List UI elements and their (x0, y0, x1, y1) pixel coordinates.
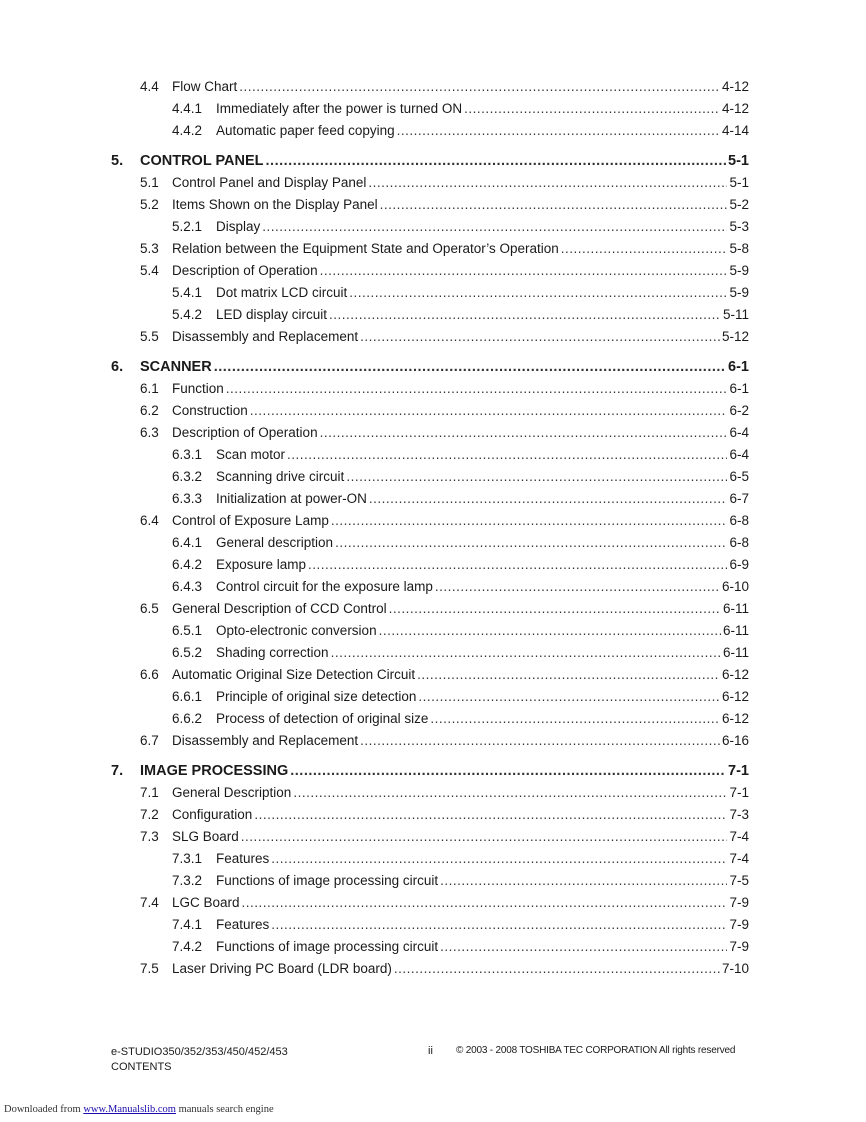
toc-entry-title: Scanning drive circuit (216, 469, 345, 484)
toc-entry (140, 402, 749, 420)
toc-entry-number: 6.6.1 (172, 689, 203, 704)
toc-entry-number: 7.2 (140, 807, 159, 822)
toc-entry-page: 6-16 (721, 733, 749, 748)
toc-entry-number: 6. (111, 359, 124, 375)
toc-dot-leader (214, 358, 726, 376)
toc-entry-title: General Description (172, 785, 292, 800)
toc-entry (140, 894, 749, 912)
toc-entry (140, 262, 749, 280)
toc-entry-page: 6-8 (729, 535, 749, 550)
toc-entry-number: 5.4 (140, 263, 159, 278)
toc-dot-leader (440, 938, 727, 956)
toc-dot-leader (241, 828, 728, 846)
toc-entry-page: 6-2 (729, 403, 749, 418)
toc-dot-leader (226, 380, 728, 398)
toc-entry-title: LGC Board (172, 895, 240, 910)
toc-entry (140, 806, 749, 824)
toc-entry-title: Control Panel and Display Panel (172, 175, 367, 190)
toc-dot-leader (271, 916, 727, 934)
toc-entry-title: Initialization at power-ON (216, 491, 367, 506)
toc-entry (172, 938, 749, 956)
footer-copyright: © 2003 - 2008 TOSHIBA TEC CORPORATION All rights reserved (456, 1045, 736, 1056)
toc-entry (111, 152, 749, 170)
toc-entry (140, 828, 749, 846)
toc-entry-page: 5-1 (729, 175, 749, 190)
toc-entry-number: 6.1 (140, 381, 159, 396)
toc-entry-page: 5-8 (729, 241, 749, 256)
toc-entry (140, 600, 749, 618)
toc-entry-number: 6.2 (140, 403, 159, 418)
toc-entry-title: Laser Driving PC Board (LDR board) (172, 961, 392, 976)
toc-entry-title: CONTROL PANEL (140, 153, 264, 169)
toc-entry-number: 5.3 (140, 241, 159, 256)
toc-entry-page: 6-5 (729, 469, 749, 484)
toc-entry-number: 4.4 (140, 79, 159, 94)
toc-entry (140, 328, 749, 346)
toc-entry (172, 122, 749, 140)
toc-entry (172, 872, 749, 890)
toc-dot-leader (293, 784, 727, 802)
toc-entry-page: 5-9 (729, 285, 749, 300)
toc-dot-leader (329, 306, 721, 324)
toc-entry-page: 6-9 (729, 557, 749, 572)
toc-entry (172, 578, 749, 596)
toc-dot-leader (331, 644, 721, 662)
toc-entry-title: Functions of image processing circuit (216, 873, 439, 888)
toc-dot-leader (250, 402, 728, 420)
footer-section-text: CONTENTS (111, 1061, 172, 1073)
toc-entry-title: Control of Exposure Lamp (172, 513, 329, 528)
toc-entry-title: Disassembly and Replacement (172, 733, 359, 748)
toc-entry-number: 5.5 (140, 329, 159, 344)
toc-dot-leader (435, 578, 720, 596)
toc-entry-title: Automatic paper feed copying (216, 123, 395, 138)
toc-dot-leader (239, 78, 720, 96)
toc-entry-number: 7.3 (140, 829, 159, 844)
toc-entry-page: 5-3 (729, 219, 749, 234)
toc-entry-title: Flow Chart (172, 79, 238, 94)
toc-entry-page: 7-10 (721, 961, 749, 976)
toc-dot-leader (290, 762, 726, 780)
toc-entry-number: 7. (111, 763, 124, 779)
toc-dot-leader (394, 960, 720, 978)
toc-entry-number: 6.4.2 (172, 557, 203, 572)
toc-entry (172, 916, 749, 934)
toc-entry-page: 5-12 (721, 329, 749, 344)
toc-entry-page: 6-12 (721, 667, 749, 682)
toc-entry-page: 6-10 (721, 579, 749, 594)
toc-dot-leader (262, 218, 727, 236)
toc-entry-page: 6-12 (721, 711, 749, 726)
toc-entry-title: Functions of image processing circuit (216, 939, 439, 954)
toc-dot-leader (254, 806, 727, 824)
toc-entry-page: 5-9 (729, 263, 749, 278)
toc-dot-leader (380, 196, 728, 214)
toc-entry-number: 6.7 (140, 733, 159, 748)
toc-entry-title: SLG Board (172, 829, 239, 844)
toc-entry-title: Control circuit for the exposure lamp (216, 579, 433, 594)
toc-entry-page: 6-11 (722, 645, 749, 660)
toc-entry-page: 7-3 (729, 807, 749, 822)
toc-entry-number: 6.5.2 (172, 645, 203, 660)
toc-entry-number: 6.5 (140, 601, 159, 616)
toc-entry-number: 7.3.2 (172, 873, 203, 888)
toc-entry-title: Function (172, 381, 224, 396)
toc-entry (111, 762, 749, 780)
download-notice (4, 1104, 274, 1115)
toc-entry-number: 7.4 (140, 895, 159, 910)
toc-entry (140, 784, 749, 802)
toc-dot-leader (417, 666, 720, 684)
toc-entry-title: IMAGE PROCESSING (140, 763, 289, 779)
toc-entry-number: 5. (111, 153, 124, 169)
footer-model (111, 1045, 288, 1075)
toc-entry-title: Relation between the Equipment State and Operator’s Operation (172, 241, 559, 256)
toc-entry-page: 4-14 (721, 123, 749, 138)
toc-entry (172, 850, 749, 868)
toc-entry-number: 5.4.2 (172, 307, 203, 322)
toc-entry (140, 240, 749, 258)
toc-entry (172, 710, 749, 728)
toc-dot-leader (430, 710, 720, 728)
toc-entry-page: 5-2 (729, 197, 749, 212)
download-prefix: Downloaded from (4, 1104, 81, 1115)
toc-entry-number: 6.3.2 (172, 469, 203, 484)
toc-entry-number: 5.2.1 (172, 219, 203, 234)
toc-entry-page: 6-1 (729, 381, 749, 396)
toc-entry-page: 6-8 (729, 513, 749, 528)
toc-entry (172, 534, 749, 552)
toc-entry-number: 7.1 (140, 785, 159, 800)
toc-entry (140, 78, 749, 96)
toc-entry (172, 100, 749, 118)
toc-entry-page: 6-11 (722, 601, 749, 616)
toc-entry-page: 6-7 (729, 491, 749, 506)
toc-entry-number: 6.3.3 (172, 491, 203, 506)
toc-entry (140, 174, 749, 192)
toc-entry-number: 4.4.1 (172, 101, 203, 116)
toc-entry (140, 666, 749, 684)
toc-entry-number: 5.1 (140, 175, 159, 190)
toc-entry-page: 7-9 (729, 917, 749, 932)
toc-entry (140, 380, 749, 398)
toc-entry (140, 424, 749, 442)
toc-dot-leader (346, 468, 727, 486)
toc-entry-number: 7.3.1 (172, 851, 203, 866)
toc-dot-leader (418, 688, 720, 706)
toc-entry-title: Construction (172, 403, 248, 418)
footer-model-text: e-STUDIO350/352/353/450/452/453 (111, 1046, 288, 1058)
toc-dot-leader (369, 490, 728, 508)
toc-dot-leader (271, 850, 727, 868)
toc-entry-number: 6.4 (140, 513, 159, 528)
toc-dot-leader (242, 894, 728, 912)
toc-entry-page: 6-4 (729, 425, 749, 440)
toc-entry-page: 4-12 (721, 79, 749, 94)
toc-entry (172, 468, 749, 486)
toc-entry-title: Disassembly and Replacement (172, 329, 359, 344)
toc-entry-number: 6.3 (140, 425, 159, 440)
toc-entry (172, 644, 749, 662)
toc-entry-number: 6.6.2 (172, 711, 203, 726)
toc-entry (172, 490, 749, 508)
toc-entry-number: 6.3.1 (172, 447, 203, 462)
toc-entry-title: General description (216, 535, 334, 550)
toc-entry-number: 6.6 (140, 667, 159, 682)
toc-entry-page: 7-9 (729, 895, 749, 910)
toc-entry-number: 7.5 (140, 961, 159, 976)
toc-dot-leader (440, 872, 727, 890)
toc-entry-title: Exposure lamp (216, 557, 307, 572)
toc-entry (111, 358, 749, 376)
toc-entry-page: 7-1 (729, 785, 749, 800)
toc-entry-number: 6.4.1 (172, 535, 203, 550)
toc-entry-number: 6.4.3 (172, 579, 203, 594)
toc-entry (172, 284, 749, 302)
toc-dot-leader (287, 446, 727, 464)
toc-entry-page: 5-11 (722, 307, 749, 322)
toc-entry-page: 7-4 (729, 851, 749, 866)
toc-dot-leader (561, 240, 728, 258)
toc-entry (172, 446, 749, 464)
toc-entry (140, 196, 749, 214)
toc-entry-page: 6-1 (728, 359, 749, 375)
toc-entry-number: 6.5.1 (172, 623, 203, 638)
toc-entry-page: 6-11 (722, 623, 749, 638)
toc-entry-title: Configuration (172, 807, 253, 822)
toc-entry (140, 960, 749, 978)
toc-dot-leader (349, 284, 727, 302)
toc-entry-title: Immediately after the power is turned ON (216, 101, 463, 116)
toc-dot-leader (308, 556, 727, 574)
toc-entry-page: 7-9 (729, 939, 749, 954)
toc-dot-leader (320, 424, 728, 442)
toc-entry (172, 688, 749, 706)
toc-entry-title: Items Shown on the Display Panel (172, 197, 378, 212)
toc-entry-page: 7-1 (728, 763, 749, 779)
toc-entry-number: 5.4.1 (172, 285, 203, 300)
toc-entry-title: Opto-electronic conversion (216, 623, 377, 638)
toc-entry-title: Automatic Original Size Detection Circuit (172, 667, 416, 682)
download-suffix: manuals search engine (178, 1104, 274, 1115)
toc-dot-leader (335, 534, 727, 552)
toc-entry-title: Scan motor (216, 447, 286, 462)
toc-dot-leader (360, 328, 720, 346)
toc-entry-number: 4.4.2 (172, 123, 203, 138)
toc-entry-title: Process of detection of original size (216, 711, 429, 726)
manualslib-link[interactable]: www.Manualslib.com (83, 1104, 176, 1115)
toc-entry-title: Description of Operation (172, 263, 318, 278)
toc-entry-title: Shading correction (216, 645, 329, 660)
toc-dot-leader (331, 512, 728, 530)
toc-dot-leader (397, 122, 720, 140)
footer-page-number: ii (428, 1045, 433, 1057)
toc-entry-page: 6-12 (721, 689, 749, 704)
toc-entry-number: 7.4.1 (172, 917, 203, 932)
toc-entry-page: 7-5 (729, 873, 749, 888)
toc-entry-title: General Description of CCD Control (172, 601, 387, 616)
toc-entry-title: LED display circuit (216, 307, 328, 322)
toc-entry-title: Features (216, 851, 270, 866)
toc-dot-leader (379, 622, 721, 640)
toc-entry-page: 4-12 (721, 101, 749, 116)
toc-entry-title: SCANNER (140, 359, 212, 375)
toc-entry-title: Dot matrix LCD circuit (216, 285, 348, 300)
toc-dot-leader (464, 100, 720, 118)
toc-entry (140, 732, 749, 750)
toc-entry-number: 7.4.2 (172, 939, 203, 954)
toc-entry-page: 6-4 (729, 447, 749, 462)
toc-dot-leader (389, 600, 721, 618)
toc-entry (172, 306, 749, 324)
toc-dot-leader (320, 262, 728, 280)
toc-entry-number: 5.2 (140, 197, 159, 212)
toc-entry-page: 5-1 (728, 153, 749, 169)
toc-entry (172, 556, 749, 574)
toc-entry (140, 512, 749, 530)
toc-dot-leader (266, 152, 727, 170)
toc-entry-page: 7-4 (729, 829, 749, 844)
toc-entry-title: Description of Operation (172, 425, 318, 440)
toc-entry-title: Features (216, 917, 270, 932)
toc-entry-title: Principle of original size detection (216, 689, 417, 704)
toc-entry-title: Display (216, 219, 261, 234)
toc-entry (172, 218, 749, 236)
toc-dot-leader (360, 732, 720, 750)
toc-entry (172, 622, 749, 640)
toc-dot-leader (368, 174, 727, 192)
